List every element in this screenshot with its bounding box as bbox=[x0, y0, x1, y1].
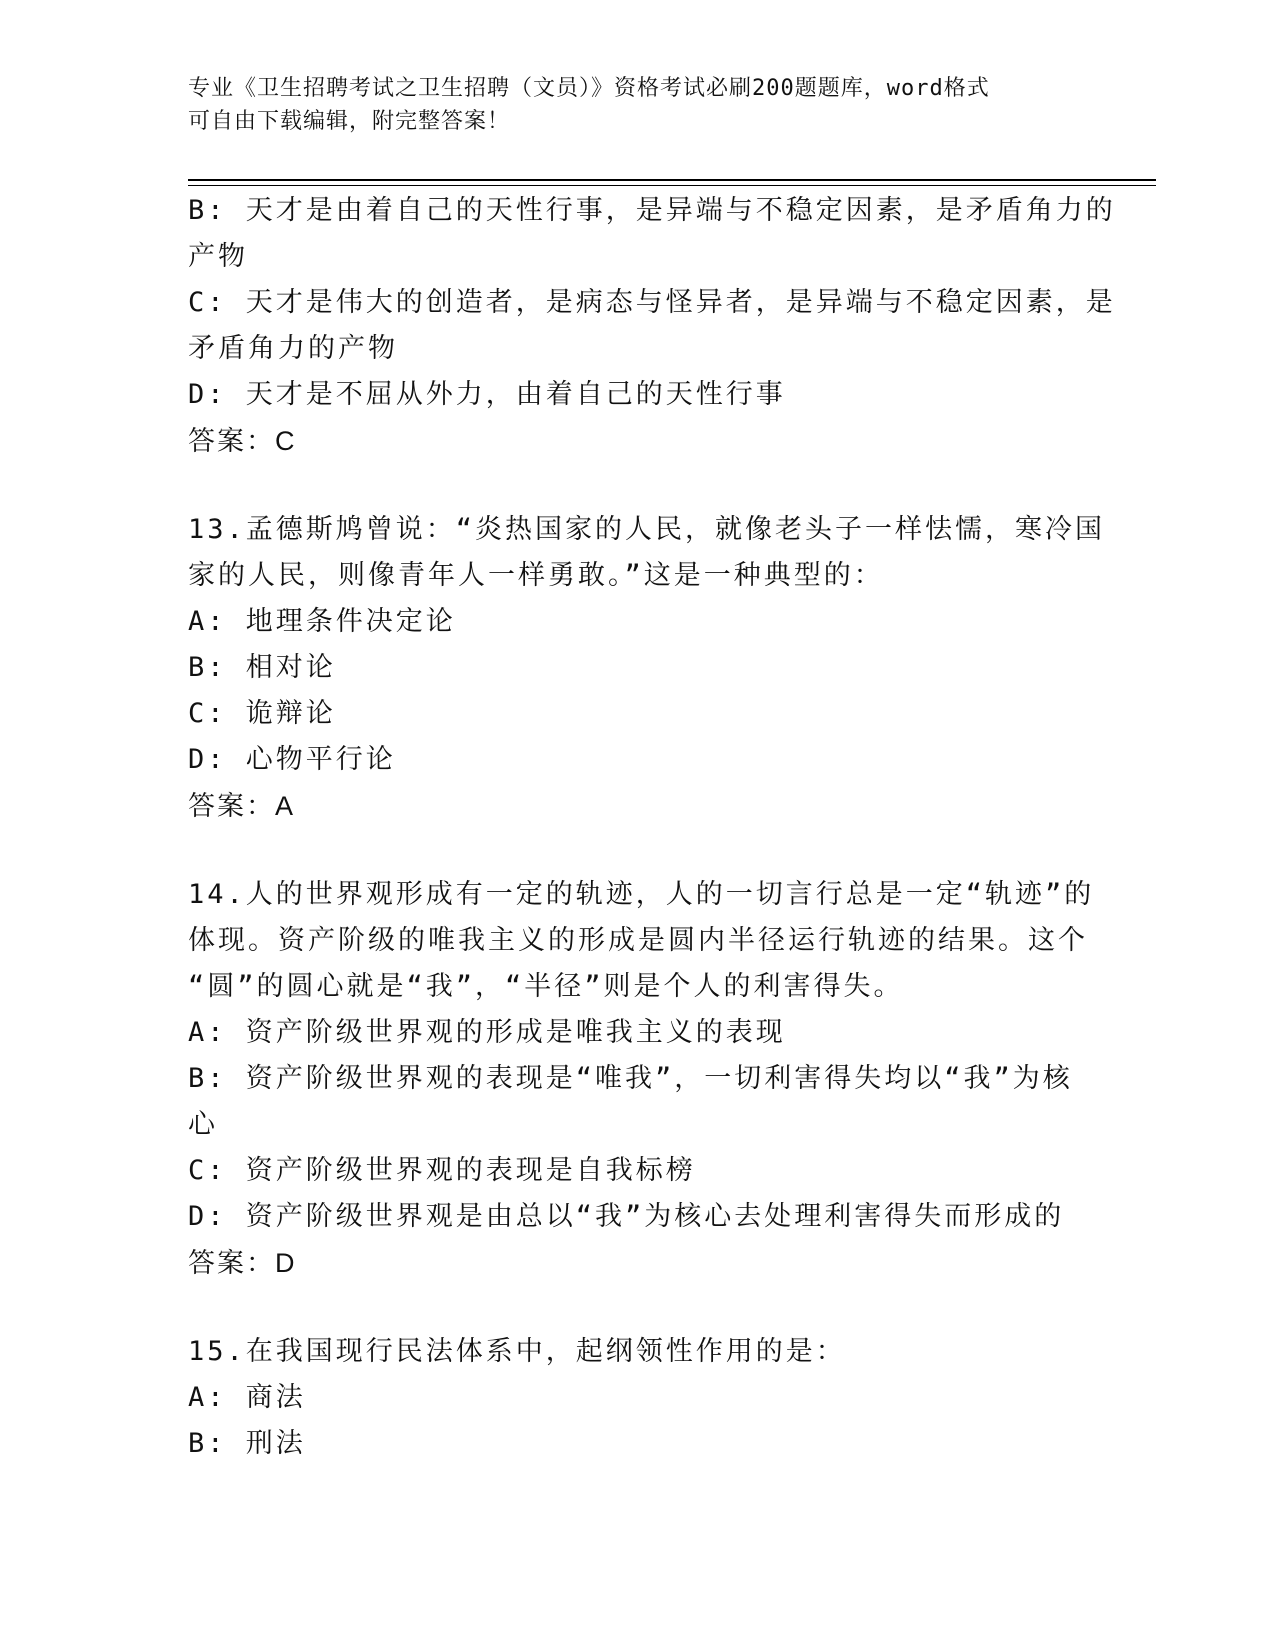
option-b-line-1: B: 资产阶级世界观的表现是“唯我”，一切利害得失均以“我”为核 bbox=[188, 1063, 1073, 1094]
option-d: D: 心物平行论 bbox=[188, 744, 396, 775]
question-stem-line-1: 15.在我国现行民法体系中，起纲领性作用的是： bbox=[188, 1336, 846, 1367]
option-b-line-2: 产物 bbox=[188, 241, 248, 272]
option-d: D: 资产阶级世界观是由总以“我”为核心去处理利害得失而形成的 bbox=[188, 1201, 1065, 1232]
question-stem-line-1: 13.孟德斯鸠曾说：“炎热国家的人民，就像老头子一样怯懦，寒冷国 bbox=[188, 514, 1106, 545]
option-c: C: 诡辩论 bbox=[188, 698, 336, 729]
answer: 答案：A bbox=[188, 791, 296, 821]
question-14 bbox=[188, 872, 1095, 1286]
option-b: B: 相对论 bbox=[188, 652, 336, 683]
header-divider-thin bbox=[188, 185, 1156, 186]
option-d: D: 天才是不屈从外力，由着自己的天性行事 bbox=[188, 379, 786, 410]
question-stem-line-3: “圆”的圆心就是“我”，“半径”则是个人的利害得失。 bbox=[188, 971, 904, 1002]
option-a: A: 商法 bbox=[188, 1382, 306, 1413]
option-a: A: 资产阶级世界观的形成是唯我主义的表现 bbox=[188, 1017, 786, 1048]
question-15 bbox=[188, 1329, 1088, 1467]
option-a: A: 地理条件决定论 bbox=[188, 606, 456, 637]
option-c-line-2: 矛盾角力的产物 bbox=[188, 333, 398, 364]
option-b-line-2: 心 bbox=[188, 1109, 218, 1140]
question-13 bbox=[188, 507, 1106, 829]
option-b: B: 刑法 bbox=[188, 1428, 306, 1459]
option-c-line-1: C: 天才是伟大的创造者，是病态与怪异者，是异端与不稳定因素，是 bbox=[188, 287, 1116, 318]
document-body bbox=[188, 188, 1116, 1467]
header-line-1: 专业《卫生招聘考试之卫生招聘（文员）》资格考试必刷200题题库，word格式 bbox=[188, 76, 990, 101]
document-header bbox=[188, 72, 1078, 138]
answer: 答案：C bbox=[188, 426, 297, 456]
question-stem-line-2: 家的人民，则像青年人一样勇敢。”这是一种典型的： bbox=[188, 560, 884, 591]
question-12-tail bbox=[188, 188, 1116, 464]
answer: 答案：D bbox=[188, 1248, 297, 1278]
header-divider-thick bbox=[188, 179, 1156, 181]
question-stem-line-2: 体现。资产阶级的唯我主义的形成是圆内半径运行轨迹的结果。这个 bbox=[188, 925, 1088, 956]
header-line-2: 可自由下载编辑，附完整答案！ bbox=[188, 109, 511, 134]
option-b-line-1: B: 天才是由着自己的天性行事，是异端与不稳定因素，是矛盾角力的 bbox=[188, 195, 1116, 226]
question-stem-line-1: 14.人的世界观形成有一定的轨迹，人的一切言行总是一定“轨迹”的 bbox=[188, 879, 1095, 910]
option-c: C: 资产阶级世界观的表现是自我标榜 bbox=[188, 1155, 696, 1186]
